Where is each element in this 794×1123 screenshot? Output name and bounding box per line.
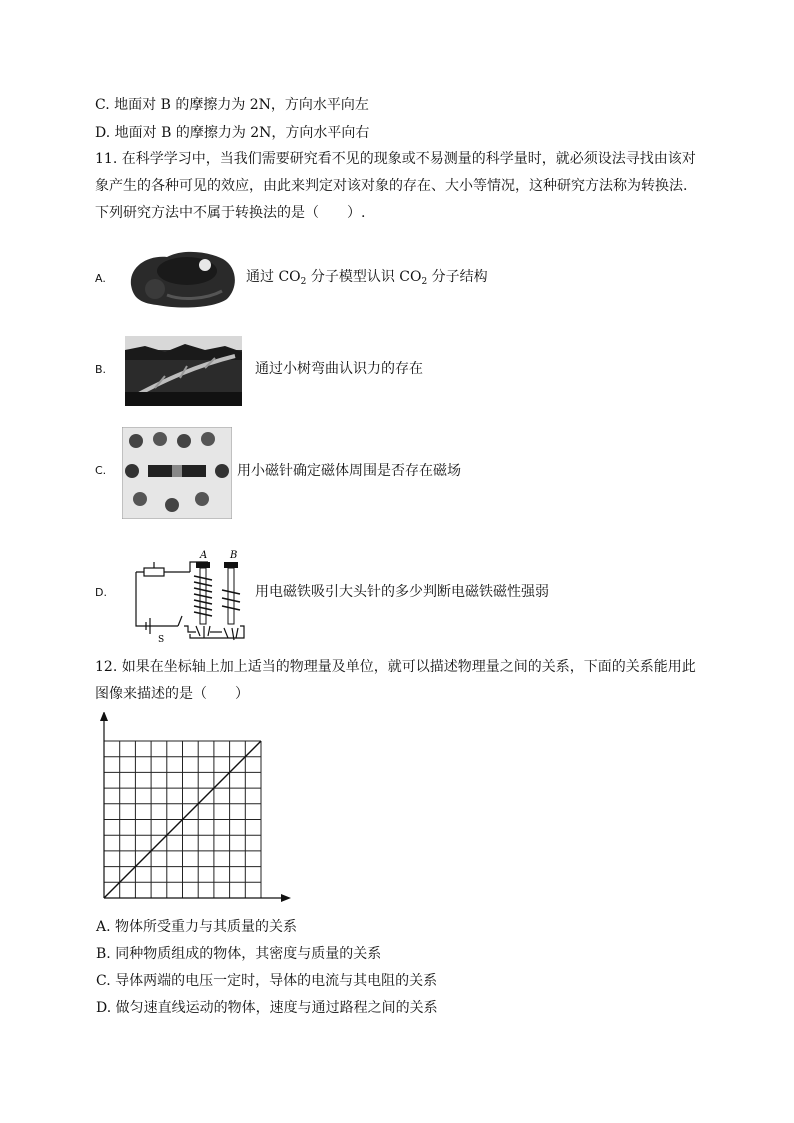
option-c-letter: C. <box>95 464 107 477</box>
option-a-letter: A. <box>95 272 106 285</box>
tree-bending-photo <box>125 336 242 406</box>
electromagnet-a <box>194 562 212 638</box>
q12-option-d <box>96 998 438 1018</box>
option-text: 做匀速直线运动的物体，速度与通过路程之间的关系 <box>115 1000 438 1016</box>
option-letter: A. <box>96 919 111 935</box>
option-text: 物体所受重力与其质量的关系 <box>115 919 298 935</box>
option-letter: C. <box>95 97 110 113</box>
option-letter: D. <box>96 1000 112 1016</box>
option-text: 同种物质组成的物体，其密度与质量的关系 <box>115 946 382 962</box>
option-letter: B. <box>96 946 111 962</box>
y-axis-arrow <box>100 712 108 721</box>
option-text: 地面对 B 的摩擦力为 2N，方向水平向左 <box>114 97 369 113</box>
label-b: B <box>230 550 238 561</box>
question-11-stem: 11. 在科学学习中，当我们需要研究看不见的现象或不易测量的科学量时，就必须设法寻找由该对象产生的各种可见的效应，由此来判定对该对象的存在、大小等情况，这种研究方法称为转换法.下列研究方法中不属于转换法的是（ ）. <box>95 151 696 221</box>
option-letter: C. <box>96 973 111 989</box>
option-letter: D. <box>95 125 111 141</box>
electromagnet-b <box>222 562 240 640</box>
option-b-text: 通过小树弯曲认识力的存在 <box>255 361 423 377</box>
co2-model-photo <box>127 247 240 309</box>
option-b-letter: B. <box>95 363 107 376</box>
q12-option-c <box>96 971 437 991</box>
question-12-stem: 12. 如果在坐标轴上加上适当的物理量及单位，就可以描述物理量之间的关系，下面的关系能用此图像来描述的是（ ） <box>95 659 696 702</box>
switch-label: S <box>158 635 165 645</box>
label-a: A <box>200 550 208 561</box>
option-a-text: 通过 $CO_2$ 分子模型认识 $CO_2$ 分子结构 <box>246 269 488 287</box>
electromagnet-circuit-diagram <box>124 546 248 646</box>
option-d-text: 用电磁铁吸引大头针的多少判断电磁铁磁性强弱 <box>255 584 549 600</box>
option-text: 导体两端的电压一定时，导体的电流与其电阻的关系 <box>115 973 438 989</box>
option-d-prev <box>95 123 369 143</box>
x-axis-arrow <box>281 894 291 902</box>
q12-option-b <box>96 944 381 964</box>
compass-magnet-photo <box>122 427 232 519</box>
option-c-prev <box>95 95 369 115</box>
option-d-letter: D. <box>95 586 107 599</box>
q12-option-a <box>96 917 297 937</box>
option-c-text: 用小磁针确定磁体周围是否存在磁场 <box>237 463 461 479</box>
option-text: 地面对 B 的摩擦力为 2N，方向水平向右 <box>114 125 370 141</box>
graph <box>94 712 294 912</box>
graph-svg <box>94 712 294 912</box>
